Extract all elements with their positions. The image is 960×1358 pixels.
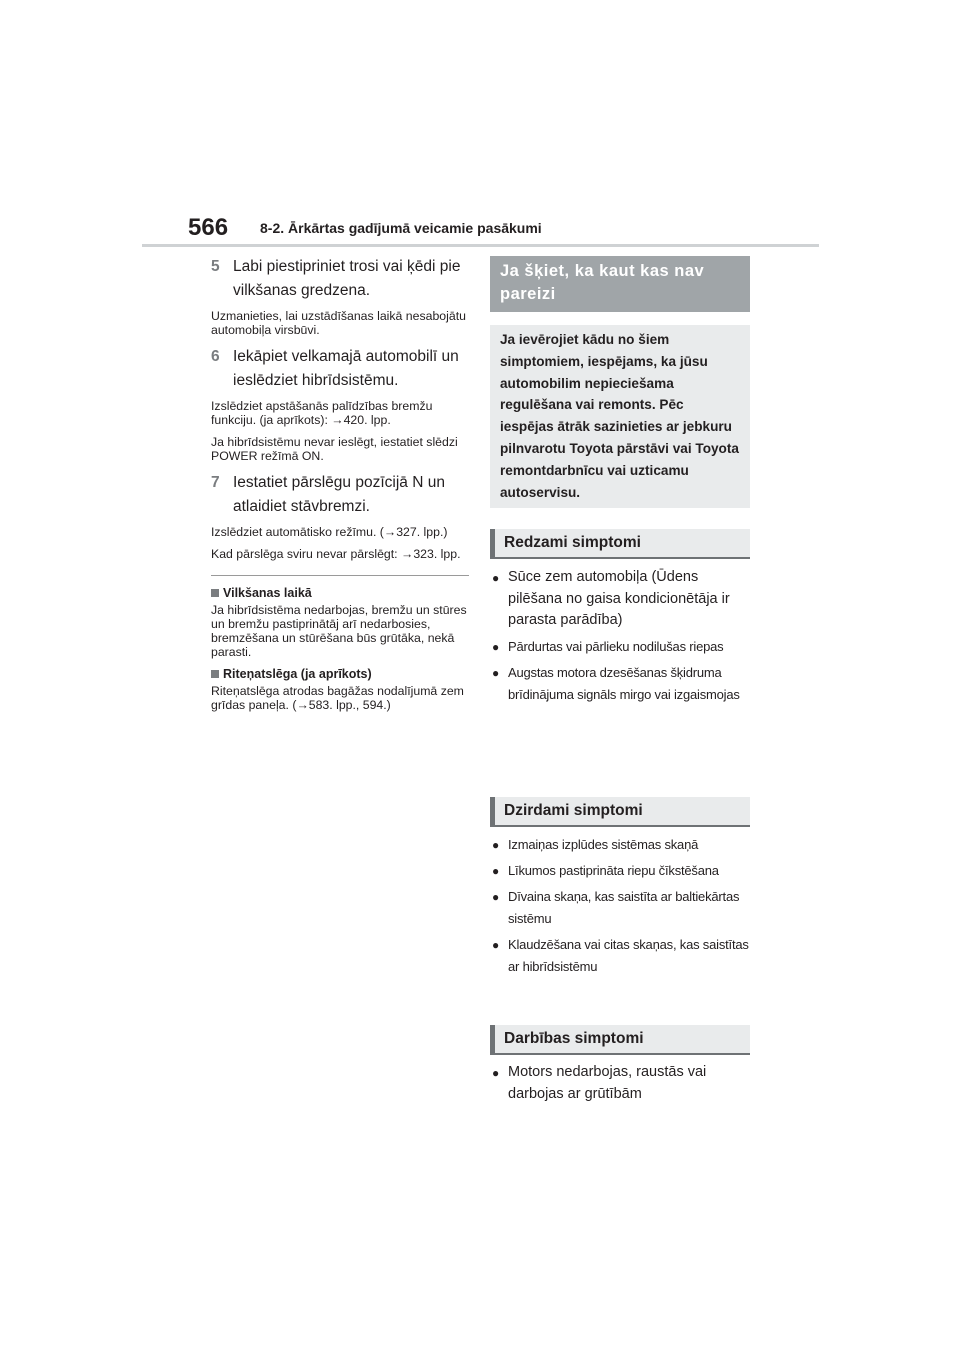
list-item: ● Sūce zem automobiļa (Ūdens pilēšana no gaisa kondicionētāja ir parasta parādība): [492, 567, 750, 632]
left-column: [211, 255, 469, 720]
page-number: 566: [188, 214, 229, 241]
info-box: Ja ievērojiet kādu no šiem simptomiem, iespējams, ka jūsu automobilim nepieciešama regulēšana vai remonts. Pēc iespējas ātrāk sazinieties ar jebkuru pilnvarotu Toyota pārstāvi vai Toyota remontdarbnīcu vai uzticamu autoservisu.: [490, 325, 750, 508]
bullet-list: [492, 567, 750, 710]
section-title: 8-2. Ārkārtas gadījumā veicamie pasākumi: [260, 220, 542, 236]
step-note: Ja hibrīdsistēmu nevar ieslēgt, iestatiet slēdzi POWER režīmā ON.: [211, 435, 458, 463]
section-divider: [211, 575, 469, 576]
subsection-title: Riteņatslēga (ja aprīkots): [223, 667, 372, 681]
category-operational-symptoms: Darbības simptomi: [490, 1025, 750, 1055]
step-5: [211, 255, 469, 303]
list-item: ● Līkumos pastiprināta riepu čīkstēšana: [492, 860, 750, 882]
step-number: 5: [211, 258, 220, 275]
subsection-heading: [211, 667, 469, 681]
square-bullet-icon: [211, 589, 219, 597]
step-note: Izslēdziet apstāšanās palīdzības bremžu funkciju. (ja aprīkots): →420. lpp.: [211, 399, 433, 427]
bullet-icon: ●: [492, 938, 500, 952]
subsection-heading: [211, 586, 469, 600]
list-item: ● Augstas motora dzesēšanas šķidruma brīdinājuma signāls mirgo vai izgaismojas: [492, 662, 750, 706]
category-visible-symptoms: Redzami simptomi: [490, 529, 750, 559]
list-item: ● Klaudzēšana vai citas skaņas, kas saistītas ar hibrīdsistēmu: [492, 934, 750, 978]
bullet-icon: ●: [492, 665, 500, 680]
square-bullet-icon: [211, 670, 219, 678]
step-note: Kad pārslēga sviru nevar pārslēgt: →323. lpp.: [211, 547, 461, 561]
bullet-icon: ●: [492, 838, 500, 852]
list-item: ● Motors nedarbojas, raustās vai darbojas ar grūtībām: [492, 1062, 750, 1105]
step-text: Labi piestipriniet trosi vai ķēdi pie vilkšanas gredzena.: [233, 258, 461, 299]
bullet-list: [492, 834, 750, 982]
bullet-icon: ●: [492, 639, 500, 654]
header-rule: [142, 244, 819, 247]
bullet-icon: ●: [492, 864, 500, 878]
bullet-icon: ●: [492, 1066, 500, 1080]
bullet-icon: ●: [492, 890, 500, 904]
step-number: 6: [211, 348, 220, 365]
subsection-text: Ja hibrīdsistēma nedarbojas, bremžu un stūres un bremžu pastiprinātāj arī nedarbosies, bremzēšana un stūrēšana būs grūtāka, nekā parasti.: [211, 603, 467, 659]
topic-title: Ja šķiet, ka kaut kas nav pareizi: [490, 256, 750, 312]
step-note: Izslēdziet automātisko režīmu. (→327. lpp.): [211, 525, 448, 539]
step-7: [211, 471, 469, 519]
bullet-icon: ●: [492, 571, 500, 585]
subsection-title: Vilkšanas laikā: [223, 586, 312, 600]
category-audible-symptoms: Dzirdami simptomi: [490, 797, 750, 827]
step-text: Iekāpiet velkamajā automobilī un ieslēdziet hibrīdsistēmu.: [233, 348, 459, 389]
step-6: [211, 345, 469, 393]
list-item: ● Dīvaina skaņa, kas saistīta ar baltiekārtas sistēmu: [492, 886, 750, 930]
list-item: ● Pārdurtas vai pārlieku nodilušas riepas: [492, 636, 750, 658]
step-note: Uzmanieties, lai uzstādīšanas laikā nesabojātu automobiļa virsbūvi.: [211, 309, 466, 337]
list-item: ● Izmaiņas izplūdes sistēmas skaņā: [492, 834, 750, 856]
bullet-list: [492, 1062, 750, 1109]
step-number: 7: [211, 474, 220, 491]
subsection-text: Riteņatslēga atrodas bagāžas nodalījumā zem grīdas paneļa. (→583. lpp., 594.): [211, 684, 464, 712]
step-text: Iestatiet pārslēgu pozīcijā N un atlaidiet stāvbremzi.: [233, 474, 445, 515]
